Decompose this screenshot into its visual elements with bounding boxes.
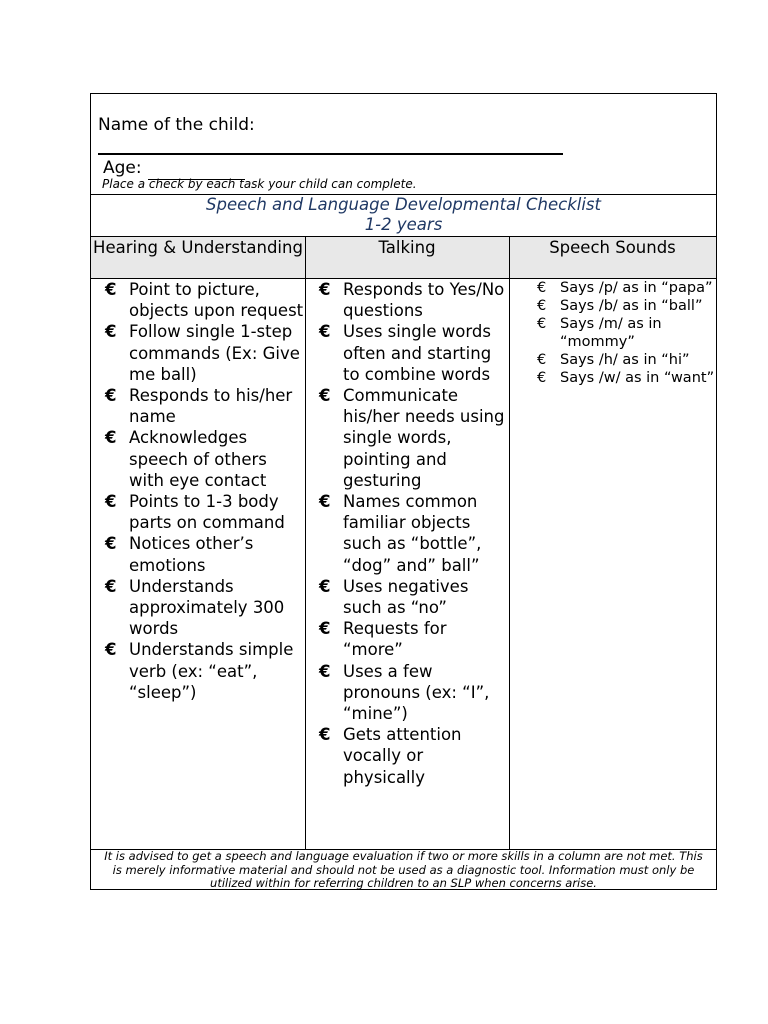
- checklist-title: [91, 194, 716, 236]
- column-speech-sounds: [509, 279, 716, 849]
- checklist-item[interactable]: [305, 576, 509, 618]
- disclaimer-footer: It is advised to get a speech and language evaluation if two or more skills in a column are not met. This is merely informative material and should not be used as a diagnostic tool. Information must only be utilized within for referring children to an SLP when concerns arise.: [91, 849, 716, 889]
- checklist-item-label: Uses negatives such as “no”: [343, 576, 469, 618]
- column-hearing-understanding: [91, 279, 305, 849]
- title-line-2: 1-2 years: [364, 215, 443, 234]
- checkbox-bullet-icon[interactable]: €: [105, 576, 117, 596]
- checklist-item-label: Notices other’s emotions: [129, 534, 254, 575]
- checklist-item-label: Gets attention vocally or physically: [343, 725, 462, 787]
- instruction-text: Place a check by each task your child can complete.: [102, 177, 417, 191]
- header-speech-sounds: Speech Sounds: [509, 236, 716, 279]
- checklist-item-label: Understands approximately 300 words: [129, 576, 285, 639]
- form-header: [91, 94, 716, 194]
- checkbox-bullet-icon[interactable]: €: [319, 661, 331, 681]
- checklist-item[interactable]: [509, 369, 716, 387]
- checkbox-bullet-icon[interactable]: €: [105, 280, 117, 299]
- checkbox-bullet-icon[interactable]: €: [319, 386, 331, 406]
- checklist-item-label: Points to 1-3 body parts on command: [129, 492, 285, 533]
- checklist-item-label: Responds to Yes/No questions: [343, 280, 505, 321]
- talking-list: [305, 279, 509, 788]
- checkbox-bullet-icon[interactable]: €: [319, 576, 331, 596]
- checklist-item[interactable]: [91, 385, 305, 427]
- checkbox-bullet-icon[interactable]: €: [319, 492, 331, 512]
- checklist-item[interactable]: [305, 279, 509, 321]
- checklist-item-label: Says /p/ as in “papa”: [560, 280, 713, 296]
- checkbox-bullet-icon[interactable]: €: [537, 298, 547, 314]
- checklist-item[interactable]: [91, 639, 305, 703]
- title-line-1: Speech and Language Developmental Checklist: [206, 195, 601, 214]
- checklist-item[interactable]: [91, 491, 305, 533]
- checkbox-bullet-icon[interactable]: €: [537, 352, 547, 368]
- checklist-item-label: Says /m/ as in “mommy”: [560, 316, 662, 350]
- column-talking: [305, 279, 509, 849]
- checklist-item[interactable]: [305, 618, 509, 660]
- checklist-item[interactable]: [305, 661, 509, 725]
- checkbox-bullet-icon[interactable]: €: [105, 386, 117, 406]
- header-hearing-understanding: Hearing & Understanding: [91, 236, 305, 279]
- checklist-table: [90, 93, 717, 890]
- checklist-item-label: Point to picture, objects upon request: [129, 280, 304, 321]
- checklist-item[interactable]: [91, 576, 305, 640]
- checkbox-bullet-icon[interactable]: €: [105, 640, 117, 660]
- checklist-item[interactable]: [509, 315, 716, 351]
- checkbox-bullet-icon[interactable]: €: [105, 492, 117, 512]
- checklist-item[interactable]: [91, 279, 305, 321]
- checklist-item-label: Uses a few pronouns (ex: “I”, “mine”): [343, 661, 490, 724]
- checkbox-bullet-icon[interactable]: €: [105, 534, 117, 554]
- checklist-item-label: Understands simple verb (ex: “eat”, “sleep”): [129, 640, 294, 702]
- checklist-item[interactable]: [91, 533, 305, 575]
- checklist-item[interactable]: [509, 297, 716, 315]
- checkbox-bullet-icon[interactable]: €: [537, 370, 547, 386]
- checkbox-bullet-icon[interactable]: €: [537, 280, 547, 296]
- checklist-item[interactable]: [509, 279, 716, 297]
- checklist-item-label: Names common familiar objects such as “bottle”, “dog” and” ball”: [343, 492, 482, 575]
- checklist-item-label: Says /w/ as in “want”: [560, 370, 715, 386]
- checklist-item-label: Says /h/ as in “hi”: [560, 352, 690, 368]
- checklist-item[interactable]: [91, 321, 305, 385]
- checklist-item-label: Follow single 1-step commands (Ex: Give me ball): [129, 322, 300, 384]
- checklist-item[interactable]: [91, 427, 305, 491]
- checklist-item-label: Says /b/ as in “ball”: [560, 298, 703, 314]
- checkbox-bullet-icon[interactable]: €: [105, 428, 117, 448]
- checkbox-bullet-icon[interactable]: €: [319, 280, 331, 299]
- checklist-item-label: Uses single words often and starting to combine words: [343, 322, 492, 384]
- checklist-item[interactable]: [509, 351, 716, 369]
- checkbox-bullet-icon[interactable]: €: [319, 725, 331, 745]
- checkbox-bullet-icon[interactable]: €: [319, 619, 331, 639]
- checklist-item-label: Requests for “more”: [343, 619, 447, 660]
- checkbox-bullet-icon[interactable]: €: [319, 322, 331, 342]
- child-name-field[interactable]: [98, 153, 563, 155]
- checklist-item[interactable]: [305, 321, 509, 385]
- checklist-item[interactable]: [305, 385, 509, 491]
- header-talking: Talking: [305, 236, 509, 279]
- age-label: Age:: [103, 158, 142, 178]
- checklist-item-label: Responds to his/her name: [129, 386, 293, 427]
- child-name-label: Name of the child:: [98, 115, 255, 135]
- checkbox-bullet-icon[interactable]: €: [537, 316, 547, 332]
- checklist-item[interactable]: [305, 724, 509, 788]
- checklist-item-label: Acknowledges speech of others with eye contact: [129, 428, 267, 490]
- checkbox-bullet-icon[interactable]: €: [105, 322, 117, 342]
- speech-sounds-list: [509, 279, 716, 387]
- hearing-understanding-list: [91, 279, 305, 703]
- checklist-item-label: Communicate his/her needs using single words, pointing and gesturing: [343, 386, 505, 490]
- checklist-item[interactable]: [305, 491, 509, 576]
